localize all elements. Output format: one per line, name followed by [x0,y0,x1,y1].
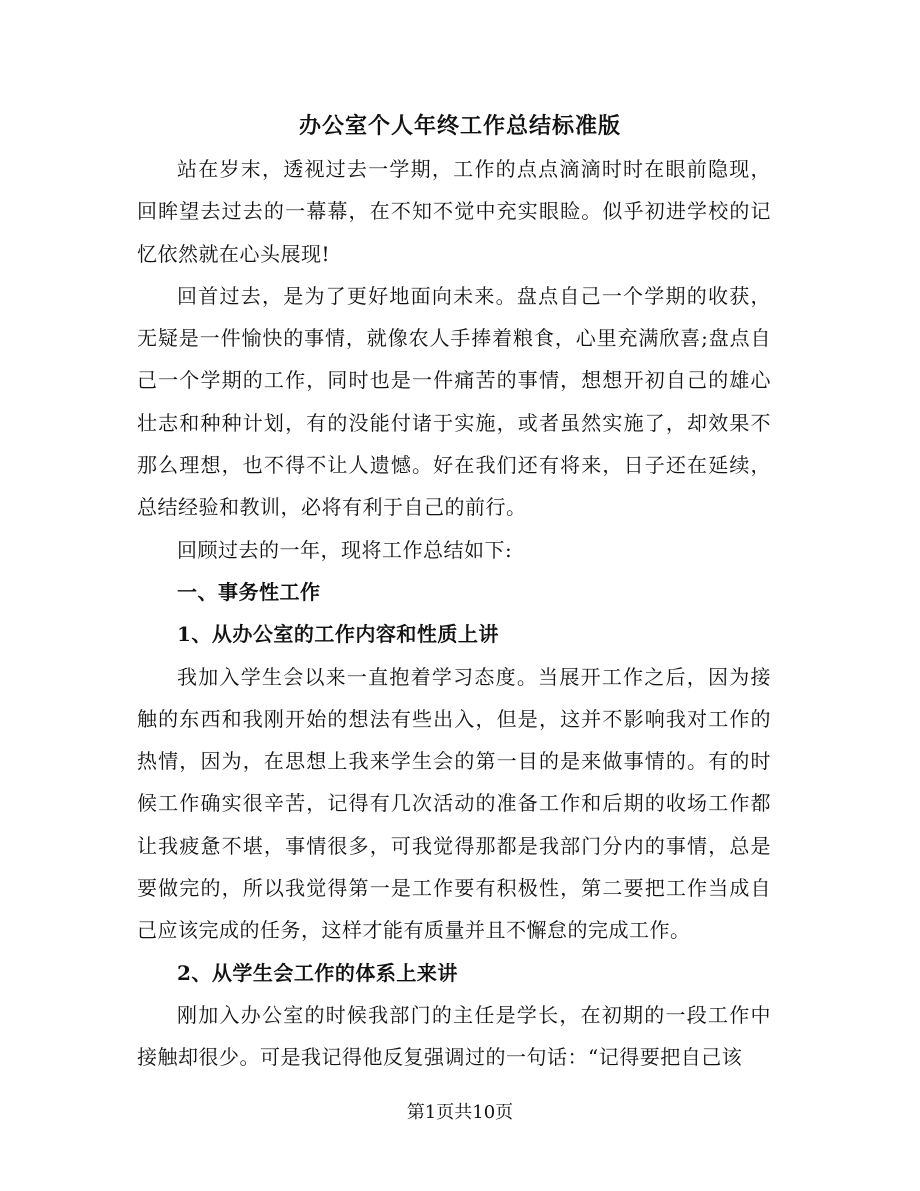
document-title: 办公室个人年终工作总结标准版 [298,113,621,139]
section-heading-1: 一、事务性工作 [177,579,321,604]
paragraph-review: 回首过去，是为了更好地面向未来。盘点自己一个学期的收获，无疑是一件愉快的事情，就像农人手捧着粮食，心里充满欣喜;盘点自己一个学期的工作，同时也是一件痛苦的事情，想想开初自己的雄心壮志和种种计划，有的没能付诸于实施，或者虽然实施了，却效果不那么理想，也不得不让人遗憾。好在我们还有将来，日子还在延续，总结经验和教训，必将有利于自己的前行。 [137,283,771,520]
subsection-heading-1: 1、从办公室的工作内容和性质上讲 [177,622,499,647]
subsection-heading-2: 2、从学生会工作的体系上来讲 [177,960,458,985]
paragraph-system: 刚加入办公室的时候我部门的主任是学长，在初期的一段工作中接触却很少。可是我记得他反复强调过的一句话：“记得要把自己该 [137,1002,771,1070]
paragraph-work-content: 我加入学生会以来一直抱着学习态度。当展开工作之后，因为接触的东西和我刚开始的想法有些出入，但是，这并不影响我对工作的热情，因为，在思想上我来学生会的第一目的是来做事情的。有的时候工作确实很辛苦，记得有几次活动的准备工作和后期的收场工作都让我疲惫不堪，事情很多，可我觉得那都是我部门分内的事情，总是要做完的，所以我觉得第一是工作要有积极性，第二要把工作当成自己应该完成的任务，这样才能有质量并且不懈怠的完成工作。 [137,664,771,943]
paragraph-intro: 站在岁末，透视过去一学期，工作的点点滴滴时时在眼前隐现，回眸望去过去的一幕幕，在不知不觉中充实眼睑。似乎初进学校的记忆依然就在心头展现! [137,157,771,266]
page-number-footer: 第1页共10页 [406,1102,514,1123]
paragraph-summary-lead: 回顾过去的一年，现将工作总结如下: [177,537,513,562]
document-body [137,148,771,1079]
